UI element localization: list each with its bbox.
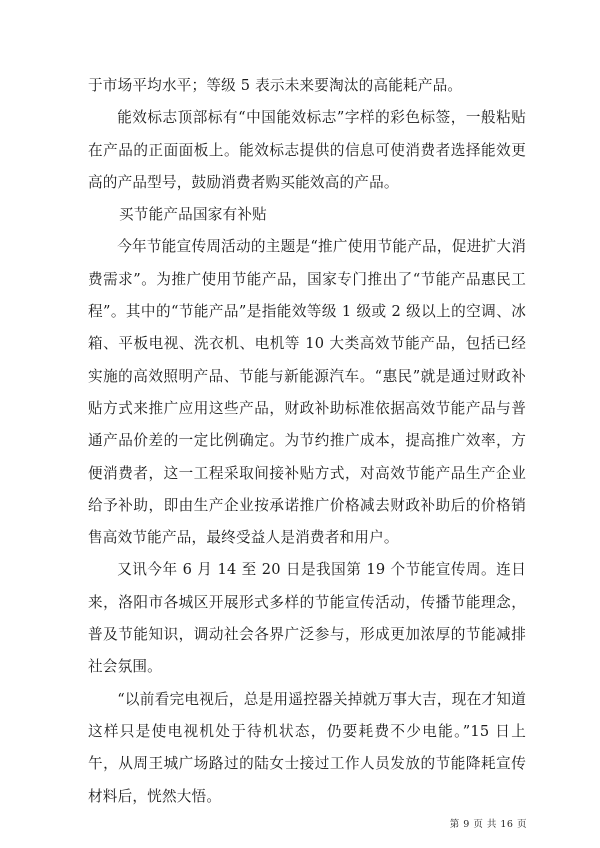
section-heading-subsidy: 买节能产品国家有补贴	[119, 206, 267, 224]
paragraph-quote: “以前看完电视后，总是用遥控器关掉就万事大吉，现在才知道这样只是使电视机处于待机状态，仍要耗费不少电能。”15 日上午，从周王城广场路过的陆女士接过工作人员发放的节能降耗宣传材料后，恍然大悟。	[88, 690, 526, 805]
paragraph-subsidy-program: 今年节能宣传周活动的主题是“推广使用节能产品，促进扩大消费需求”。为推广使用节能产品，国家专门推出了“节能产品惠民工程”。其中的“节能产品”是指能效等级 1 级或 2 级以上的空调、冰箱、平板电视、洗衣机、电机等 10 大类高效节能产品，包括已经实施的高效照明产品、节能与新能源汽车。“惠民”就是通过财政补贴方式来推广应用这些产品，财政补助标准依据高效节能产品与普通产品价差的一定比例确定。为节约推广成本，提高推广效率，方便消费者，这一工程采取间接补贴方式，对高效节能产品生产企业给予补助，即由生产企业按承诺推广价格减去财政补助后的价格销售高效节能产品，最终受益人是消费者和用户。	[88, 238, 526, 547]
paragraph-energy-label: 能效标志顶部标有“中国能效标志”字样的彩色标签，一般粘贴在产品的正面面板上。能效标志提供的信息可使消费者选择能效更高的产品型号，鼓励消费者购买能效高的产品。	[88, 109, 526, 191]
paragraph-luoyang-news: 又讯今年 6 月 14 至 20 日是我国第 19 个节能宣传周。连日来，洛阳市各城区开展形式多样的节能宣传活动，传播节能理念，普及节能知识，调动社会各界广泛参与，形成更加浓厚的节能减排社会氛围。	[88, 561, 526, 676]
paragraph-continuation: 于市场平均水平；等级 5 表示未来要淘汰的高能耗产品。	[88, 77, 463, 94]
page-number-footer: 第 9 页 共 16 页	[449, 819, 527, 830]
document-body	[88, 70, 526, 813]
